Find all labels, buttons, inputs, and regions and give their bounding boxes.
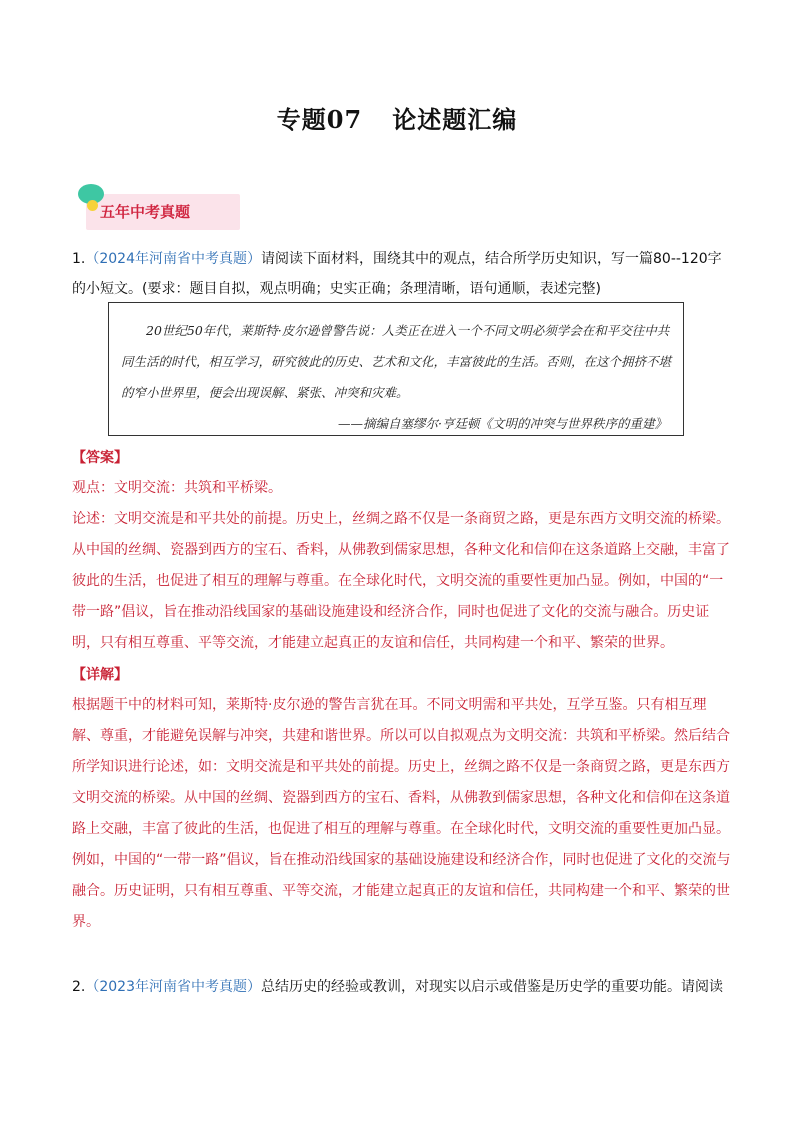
title-prefix: 专题07 xyxy=(276,105,363,134)
question-2-source: （2023年河南省中考真题） xyxy=(85,979,261,995)
question-2-number: 2. xyxy=(72,979,86,995)
question-2 xyxy=(72,972,724,1002)
quote-text: 20世纪50年代，莱斯特·皮尔逊曾警告说：人类正在进入一个不同文明必须学会在和平交往中共同生活的时代，相互学习，研究彼此的历史、艺术和文化，丰富彼此的生活。否则，在这个拥挤不堪的窄小世界里，便会出现误解、紧张、冲突和灾难。 xyxy=(121,323,672,400)
section-badge xyxy=(78,182,246,234)
answer-viewpoint: 观点：文明交流：共筑和平桥梁。 xyxy=(72,480,282,496)
question-2-prompt: 总结历史的经验或教训，对现实以启示或借鉴是历史学的重要功能。请阅读 xyxy=(261,979,723,995)
answer-argument: 论述：文明交流是和平共处的前提。历史上，丝绸之路不仅是一条商贸之路，更是东西方文明交流的桥梁。从中国的丝绸、瓷器到西方的宝石、香料，从佛教到儒家思想，各种文化和信仰在这条道路上交融，丰富了彼此的生活，也促进了相互的理解与尊重。在全球化时代，文明交流的重要性更加凸显。例如，中国的“一带一路”倡议，旨在推动沿线国家的基础设施建设和经济合作，同时也促进了文化的交流与融合。历史证明，只有相互尊重、平等交流，才能建立起真正的友谊和信任，共同构建一个和平、繁荣的世界。 xyxy=(72,511,730,651)
question-1-line2: 的小短文。(要求：题目自拟，观点明确；史实正确；条理清晰，语句通顺，表述完整) xyxy=(72,281,601,297)
quote-citation: ——摘编自塞缪尔·亨廷顿《文明的冲突与世界秩序的重建》 xyxy=(338,416,667,431)
question-2-line1 xyxy=(72,972,724,1002)
question-1 xyxy=(72,244,724,304)
title-main: 论述题汇编 xyxy=(392,105,518,134)
material-quote-box xyxy=(108,302,684,436)
answer-body xyxy=(72,473,732,659)
question-1-prompt-line1: 请阅读下面材料，围绕其中的观点，结合所学历史知识，写一篇80--120字 xyxy=(261,251,722,267)
question-1-number: 1. xyxy=(72,251,86,267)
dot-icon xyxy=(87,200,98,211)
detail-body xyxy=(72,690,732,938)
question-1-line1 xyxy=(72,244,724,274)
question-1-source: （2024年河南省中考真题） xyxy=(85,251,261,267)
detail-label: 【详解】 xyxy=(72,667,128,683)
page-title xyxy=(0,100,794,135)
answer-label: 【答案】 xyxy=(72,450,128,466)
badge-label: 五年中考真题 xyxy=(86,194,240,230)
detail-text: 根据题干中的材料可知，莱斯特·皮尔逊的警告言犹在耳。不同文明需和平共处，互学互鉴。只有相互理解、尊重，才能避免误解与冲突，共建和谐世界。所以可以自拟观点为文明交流：共筑和平桥梁。然后结合所学知识进行论述，如：文明交流是和平共处的前提。历史上，丝绸之路不仅是一条商贸之路，更是东西方文明交流的桥梁。从中国的丝绸、瓷器到西方的宝石、香料，从佛教到儒家思想，各种文化和信仰在这条道路上交融，丰富了彼此的生活，也促进了相互的理解与尊重。在全球化时代，文明交流的重要性更加凸显。例如，中国的“一带一路”倡议，旨在推动沿线国家的基础设施建设和经济合作，同时也促进了文化的交流与融合。历史证明，只有相互尊重、平等交流，才能建立起真正的友谊和信任，共同构建一个和平、繁荣的世界。 xyxy=(72,697,731,930)
